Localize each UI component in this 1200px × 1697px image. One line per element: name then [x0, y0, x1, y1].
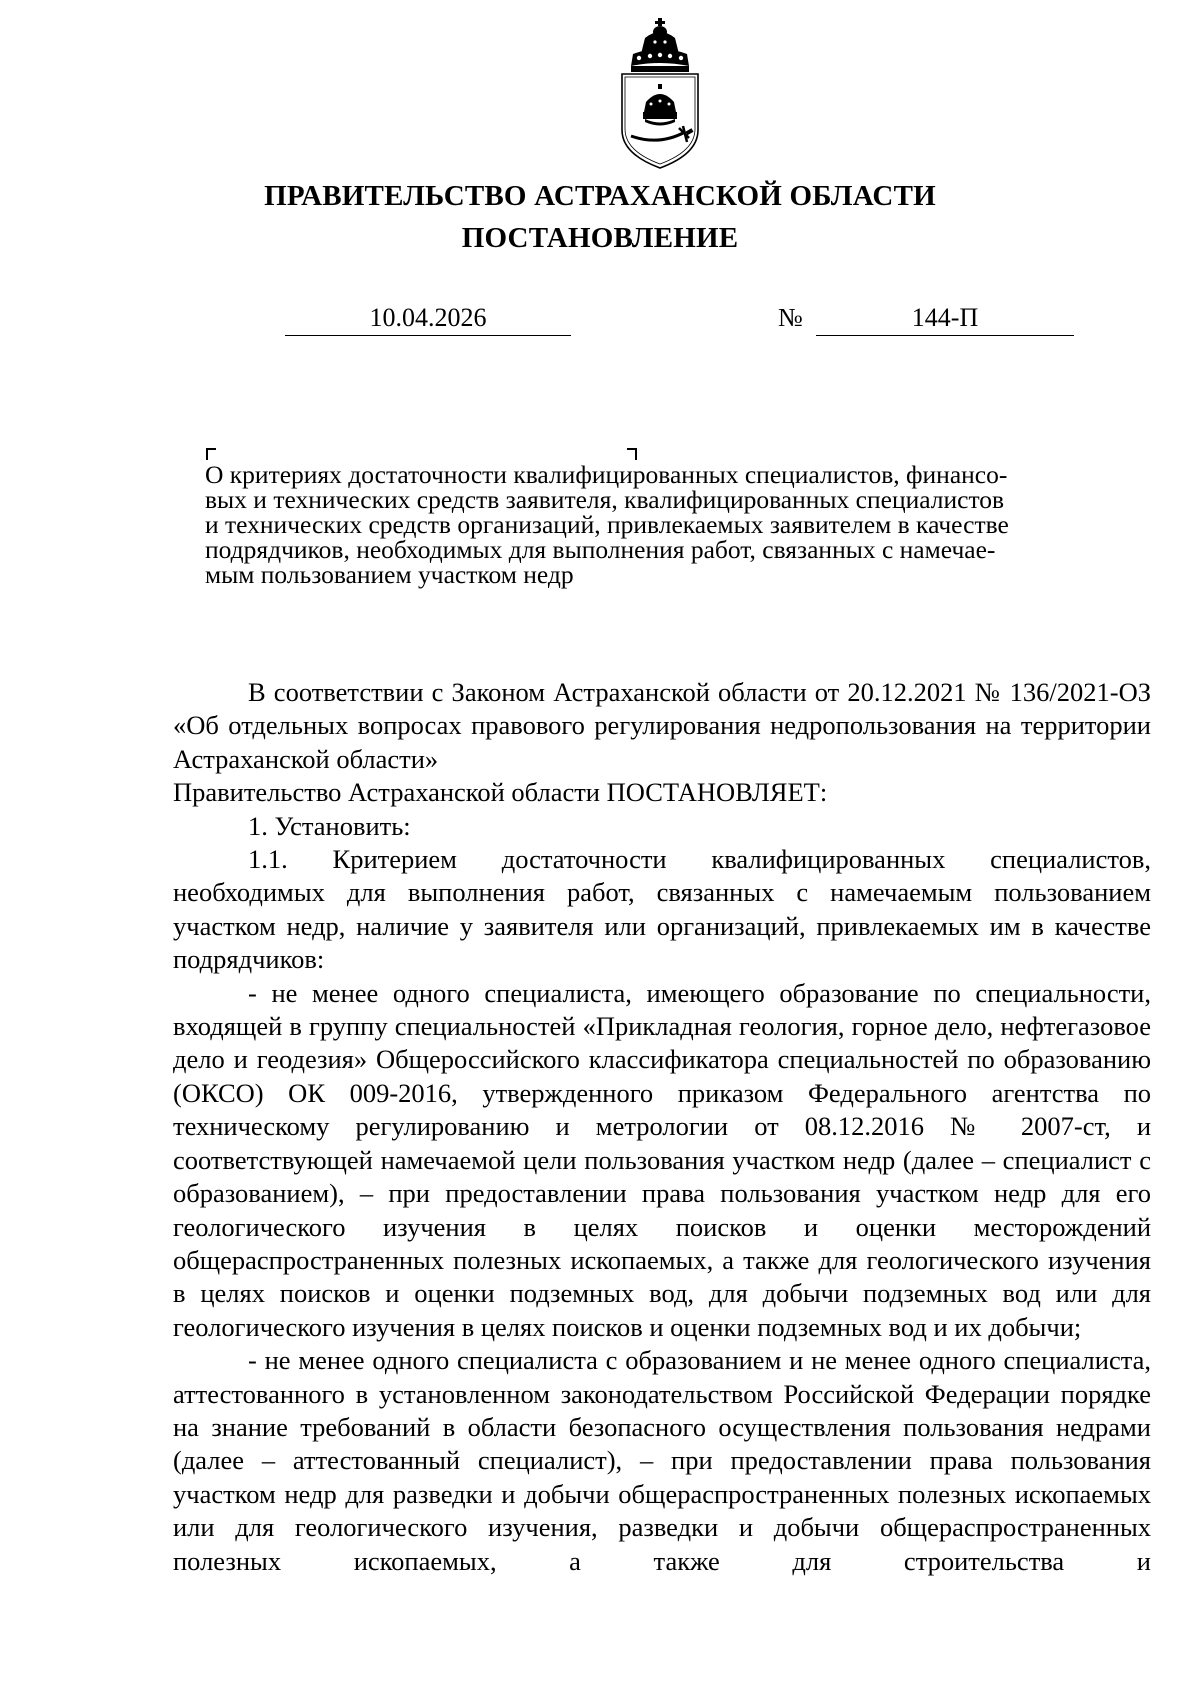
- preamble-paragraph: В соответствии с Законом Астраханской области от 20.12.2021 № 136/2021-ОЗ «Об отдельных вопросах правового регулирования недропользования на территории Астраханской области»: [173, 677, 1151, 774]
- title-bracket-right: [627, 448, 637, 460]
- title-bracket-left: [206, 448, 216, 460]
- organization-name: ПРАВИТЕЛЬСТВО АСТРАХАНСКОЙ ОБЛАСТИ: [264, 180, 936, 212]
- clause-1: 1. Установить:: [248, 810, 411, 841]
- clause-1-1: 1.1. Критерием достаточности квалифицированных специалистов, необходимых для выполнения работ, связанных с намечаемым пользованием участком недр, наличие у заявителя или организаций, привлекаемых им в качестве подрядчиков:: [173, 844, 1151, 975]
- list-item: - не менее одного специалиста, имеющего образование по специальности, входящей в группу специальностей «Прикладная геология, горное дело, нефтегазовое дело и геодезия» Общероссийского классификатора специальностей по образованию (ОКСО) ОК 009-2016, утвержденного приказом Федерального агентства по техническому регулированию и метрологии от 08.12.2016 № 2007-ст, и соответствующей намечаемой цели пользования участком недр (далее – специалист с образованием), – при предоставлении права пользования участком недр для его геологического изучения в целях поисков и оценки месторождений общераспространенных полезных ископаемых, а также для геологического изучения в целях поисков и оценки подземных вод, для добычи подземных вод или для геологического изучения в целях поисков и оценки подземных вод и их добычи;: [173, 977, 1151, 1342]
- title-line: и технических средств организаций, привлекаемых заявителем в качестве: [205, 510, 1009, 539]
- document-date: 10.04.2026: [285, 303, 571, 336]
- document-title: [205, 462, 1125, 587]
- title-line: О критериях достаточности квалифицированных специалистов, финансо-: [205, 460, 1008, 489]
- document-type: ПОСТАНОВЛЕНИЕ: [461, 222, 739, 254]
- list-item: - не менее одного специалиста с образованием и не менее одного специалиста, аттестованного в установленном законодательством Российской Федерации порядке на знание требований в области безопасного осуществления пользования недрами (далее – аттестованный специалист), – при предоставлении права пользования участком недр для разведки и добычи общераспространенных полезных ископаемых или для геологического изучения, разведки и добычи общераспространенных полезных ископаемых, а также для строительства и: [173, 1345, 1151, 1576]
- document-body: [173, 676, 1151, 1578]
- coat-of-arms-emblem: [619, 18, 701, 170]
- document-number: 144-П: [816, 303, 1074, 336]
- title-line: мым пользованием участком недр: [205, 560, 574, 589]
- title-line: вых и технических средств заявителя, квалифицированных специалистов: [205, 485, 1005, 514]
- number-label: №: [778, 303, 803, 332]
- resolution-statement: Правительство Астраханской области ПОСТАНОВЛЯЕТ:: [173, 777, 828, 808]
- title-line: подрядчиков, необходимых для выполнения работ, связанных с намечае-: [205, 535, 996, 564]
